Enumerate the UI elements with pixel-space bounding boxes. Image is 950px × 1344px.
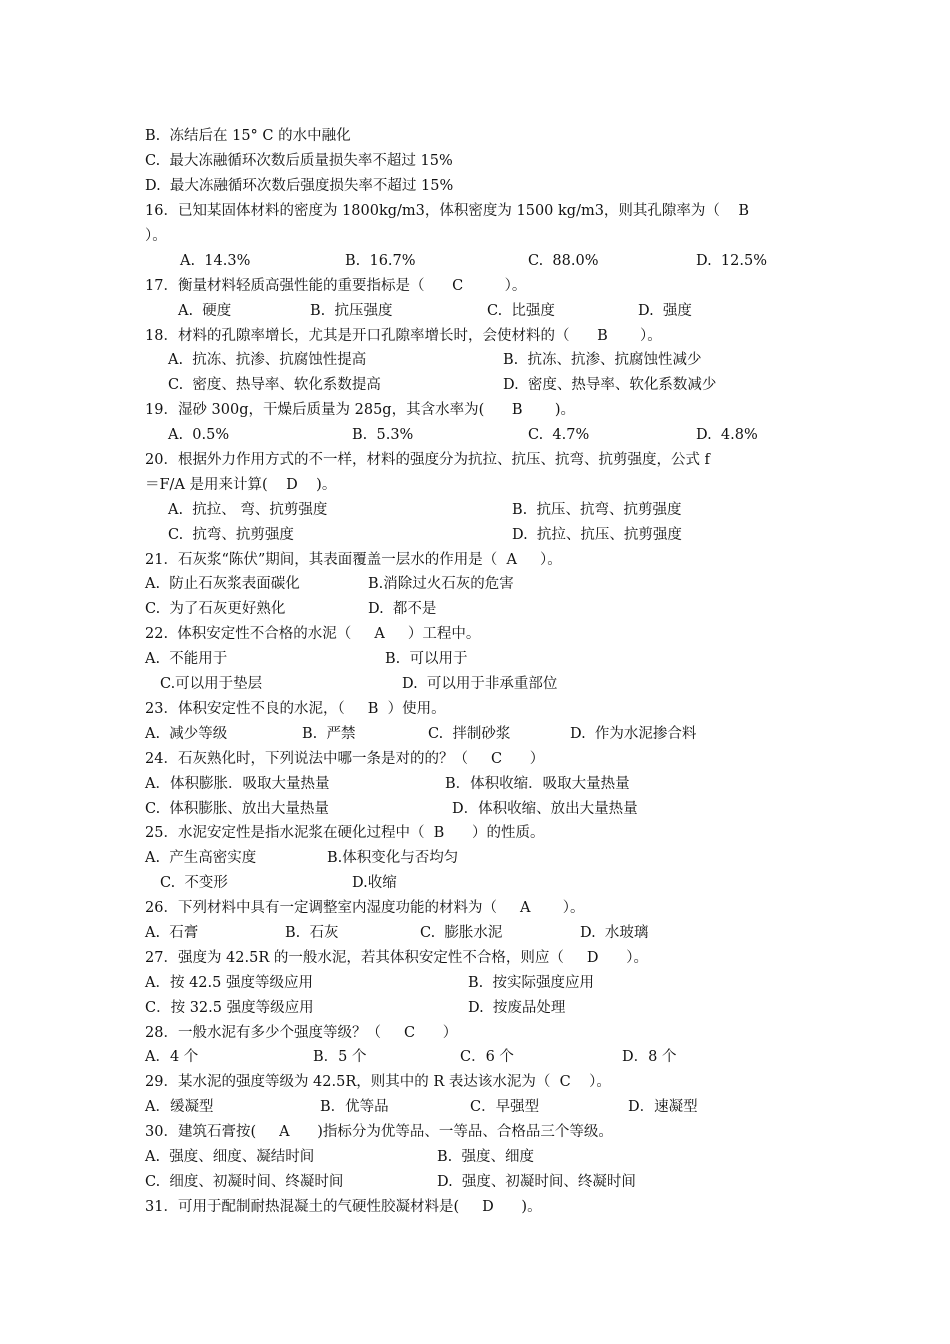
text-line: A. 减少等级 — [145, 726, 228, 742]
text-line: ）。 — [145, 228, 167, 244]
text-line: D. 最大冻融循环次数后强度损失率不超过 15% — [145, 178, 454, 194]
text-line: B.体积变化与否均匀 — [327, 850, 459, 866]
text-line: B．优等品 — [320, 1099, 389, 1115]
text-line: C. 比强度 — [487, 303, 555, 319]
text-line: 24．石灰熟化时，下列说法中哪一条是对的的？（ C ） — [145, 751, 545, 767]
text-line: A．体积膨胀．吸取大量热量 — [145, 776, 330, 792]
text-line: B. 抗冻、抗渗、抗腐蚀性减少 — [503, 352, 702, 368]
text-line: 25．水泥安定性是指水泥浆在硬化过程中（ B ）的性质。 — [145, 825, 545, 841]
text-line: D. 作为水泥掺合料 — [570, 726, 697, 742]
text-line: 30．建筑石膏按( A )指标分为优等品、一等品、合格品三个等级。 — [145, 1124, 613, 1140]
text-line: 23．体积安定性不良的水泥，（ B ）使用。 — [145, 701, 446, 717]
text-line: 22. 体积安定性不合格的水泥（ A ）工程中。 — [145, 626, 481, 642]
text-line: 31．可用于配制耐热混凝土的气硬性胶凝材料是( D )。 — [145, 1199, 542, 1215]
text-line: A．4 个 — [145, 1049, 199, 1065]
text-line: C. 细度、初凝时间、终凝时间 — [145, 1174, 344, 1190]
text-line: A. 不能用于 — [145, 651, 228, 667]
text-line: B. 严禁 — [302, 726, 356, 742]
text-line: D.收缩 — [352, 875, 397, 891]
text-line: C. 4.7% — [528, 427, 590, 443]
text-line: D. 按废品处理 — [468, 1000, 566, 1016]
text-line: A．按 42.5 强度等级应用 — [145, 975, 313, 991]
text-line: C. 密度、热导率、软化系数提高 — [168, 377, 381, 393]
text-line: A. 产生高密实度 — [145, 850, 257, 866]
text-line: 29．某水泥的强度等级为 42.5R，则其中的 R 表达该水泥为（ C ）。 — [145, 1074, 611, 1090]
text-line: D. 4.8% — [696, 427, 758, 443]
text-line: B. 冻结后在 15° C 的水中融化 — [145, 128, 351, 144]
text-line: B. 按实际强度应用 — [468, 975, 594, 991]
text-line: A. 石膏 — [145, 925, 199, 941]
text-line: C．按 32.5 强度等级应用 — [145, 1000, 314, 1016]
text-line: C. 不变形 — [160, 875, 228, 891]
text-line: D．8 个 — [622, 1049, 677, 1065]
text-line: D. 强度 — [638, 303, 692, 319]
text-line: D. 12.5% — [696, 253, 767, 269]
text-line: B. 5.3% — [352, 427, 414, 443]
text-line: C. 膨胀水泥 — [420, 925, 503, 941]
text-line: C. 抗弯、抗剪强度 — [168, 527, 294, 543]
text-line: C. 最大冻融循环次数后质量损失率不超过 15% — [145, 153, 453, 169]
text-line: B. 抗压、抗弯、抗剪强度 — [512, 502, 682, 518]
text-line: B. 16.7% — [345, 253, 416, 269]
text-line: C. 拌制砂浆 — [428, 726, 511, 742]
text-line: 21．石灰浆“陈伏”期间，其表面覆盖一层水的作用是（ A ）。 — [145, 552, 562, 568]
text-line: B．5 个 — [313, 1049, 367, 1065]
text-line: A. 防止石灰浆表面碳化 — [145, 576, 300, 592]
text-line: A. 抗拉、 弯、抗剪强度 — [168, 502, 328, 518]
text-line: C．早强型 — [470, 1099, 540, 1115]
text-line: D．体积收缩、放出大量热量 — [452, 801, 638, 817]
text-line: 20．根据外力作用方式的不一样，材料的强度分为抗拉、抗压、抗弯、抗剪强度，公式 f — [145, 452, 710, 468]
text-line: C. 88.0% — [528, 253, 599, 269]
text-line: D. 都不是 — [368, 601, 437, 617]
text-line: D. 强度、初凝时间、终凝时间 — [437, 1174, 636, 1190]
text-line: C. 体积膨胀、放出大量热量 — [145, 801, 329, 817]
text-line: A. 强度、细度、凝结时间 — [145, 1149, 315, 1165]
text-line: 19．湿砂 300g，干燥后质量为 285g，其含水率为( B )。 — [145, 402, 575, 418]
text-line: C.可以用于垫层 — [160, 676, 263, 692]
text-line: A. 0.5% — [168, 427, 230, 443]
text-line: B. 强度、细度 — [437, 1149, 534, 1165]
text-line: 26．下列材料中具有一定调整室内湿度功能的材料为（ A ）。 — [145, 900, 585, 916]
text-line: 18．材料的孔隙率增长，尤其是开口孔隙率增长时，会使材料的（ B ）。 — [145, 328, 662, 344]
text-line: B. 可以用于 — [385, 651, 468, 667]
text-line: D. 抗拉、抗压、抗剪强度 — [512, 527, 682, 543]
text-line: 17．衡量材料轻质高强性能的重要指标是（ C ）。 — [145, 278, 527, 294]
text-line: A. 硬度 — [178, 303, 232, 319]
text-line: 27．强度为 42.5R 的一般水泥，若其体积安定性不合格，则应（ D ）。 — [145, 950, 648, 966]
text-line: A．缓凝型 — [145, 1099, 214, 1115]
text-line: A. 14.3% — [180, 253, 251, 269]
text-line: C．6 个 — [460, 1049, 514, 1065]
text-line: D．速凝型 — [628, 1099, 698, 1115]
text-line: 16．已知某固体材料的密度为 1800kg/m3，体积密度为 1500 kg/m3，则其孔隙率为（ B — [145, 203, 750, 219]
text-line: B.消除过火石灰的危害 — [368, 576, 514, 592]
text-line: 28．一般水泥有多少个强度等级？（ C ） — [145, 1025, 458, 1041]
text-line: A. 抗冻、抗渗、抗腐蚀性提高 — [168, 352, 367, 368]
text-line: D. 水玻璃 — [580, 925, 649, 941]
text-line: ＝F/A 是用来计算( D )。 — [145, 477, 337, 493]
text-line: C. 为了石灰更好熟化 — [145, 601, 286, 617]
text-line: D. 密度、热导率、软化系数减少 — [503, 377, 717, 393]
text-line: D. 可以用于非承重部位 — [402, 676, 558, 692]
text-line: B．体积收缩．吸取大量热量 — [445, 776, 630, 792]
text-line: B. 石灰 — [285, 925, 339, 941]
text-line: B. 抗压强度 — [310, 303, 393, 319]
